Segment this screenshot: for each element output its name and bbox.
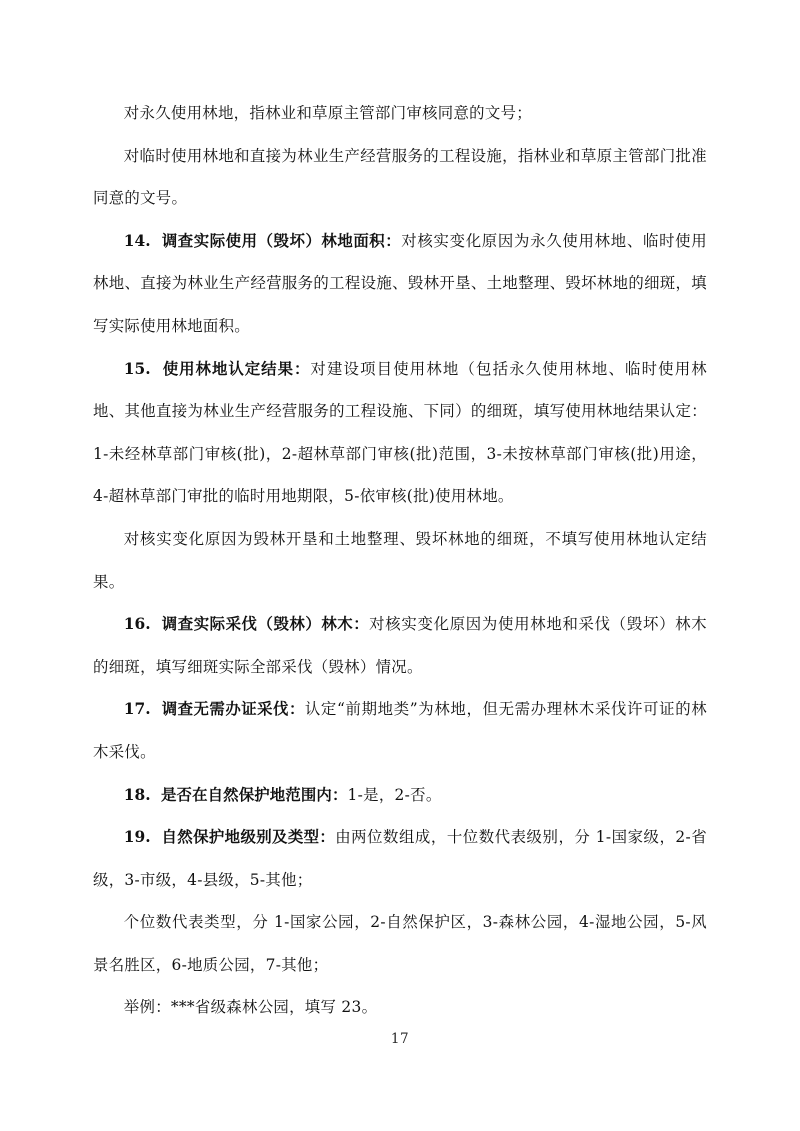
paragraph-item-19: [93, 816, 707, 901]
item-body: 对核实变化原因为永久使用林地、临时使用林地、直接为林业生产经营服务的工程设施、毁林开垦、土地整理、毁坏林地的细斑，填写实际使用林地面积。: [93, 231, 707, 335]
paragraph-item-19-example: [93, 986, 707, 1029]
item-number: 19.: [123, 828, 151, 847]
item-title: 是否在自然保护地范围内：: [160, 785, 348, 804]
item-number: 14.: [123, 231, 151, 250]
paragraph-text: 对核实变化原因为毁林开垦和土地整理、毁坏林地的细斑，不填写使用林地认定结果。: [93, 529, 707, 591]
paragraph-item-19-types: [93, 901, 707, 986]
paragraph-text: 举例：***省级森林公园，填写 23。: [123, 998, 378, 1017]
paragraph-item-16: [93, 603, 707, 688]
paragraph-text: 对临时使用林地和直接为林业生产经营服务的工程设施，指林业和草原主管部门批准同意的文号。: [93, 146, 707, 208]
item-number: 15.: [123, 359, 151, 378]
paragraph-permanent-use: [93, 92, 707, 135]
paragraph-item-15: [93, 348, 707, 518]
item-number: 16.: [123, 615, 151, 634]
paragraph-item-17: [93, 688, 707, 773]
paragraph-item-15-note: [93, 518, 707, 603]
item-title: 调查无需办证采伐：: [161, 700, 305, 719]
item-body: 1-是，2-否。: [347, 785, 442, 804]
paragraph-item-18: [93, 774, 707, 817]
item-title: 使用林地认定结果：: [162, 359, 311, 378]
item-title: 调查实际采伐（毁林）林木：: [161, 615, 370, 634]
page-number: 17: [390, 1031, 410, 1047]
item-title: 调查实际使用（毁坏）林地面积：: [161, 231, 402, 250]
item-number: 17.: [123, 700, 151, 719]
item-body: 由两位数组成，十位数代表级别，分 1-国家级，2-省级，3-市级，4-县级，5-其他；: [93, 828, 707, 889]
paragraph-item-14: [93, 220, 707, 348]
item-body: 对建设项目使用林地（包括永久使用林地、临时使用林地、其他直接为林业生产经营服务的工程设施、下同）的细斑，填写使用林地结果认定：1-未经林草部门审核(批)，2-超林草部门审核(批)范围，3-未按林草部门审核(批)用途，4-超林草部门审批的临时用地期限，5-依审核(批)使用林地。: [93, 359, 707, 506]
item-body: 对核实变化原因为使用林地和采伐（毁坏）林木的细斑，填写细斑实际全部采伐（毁林）情况。: [93, 615, 707, 676]
item-body: 认定“前期地类”为林地，但无需办理林木采伐许可证的林木采伐。: [93, 700, 707, 761]
paragraph-temporary-use: [93, 135, 707, 220]
item-number: 18.: [123, 785, 151, 804]
paragraph-text: 对永久使用林地，指林业和草原主管部门审核同意的文号；: [123, 104, 532, 122]
paragraph-text: 个位数代表类型，分 1-国家公园，2-自然保护区，3-森林公园，4-湿地公园，5-风景名胜区，6-地质公园，7-其他；: [93, 913, 707, 974]
page-body: [93, 92, 707, 1029]
item-title: 自然保护地级别及类型：: [161, 828, 336, 847]
page-footer: [0, 1028, 800, 1047]
